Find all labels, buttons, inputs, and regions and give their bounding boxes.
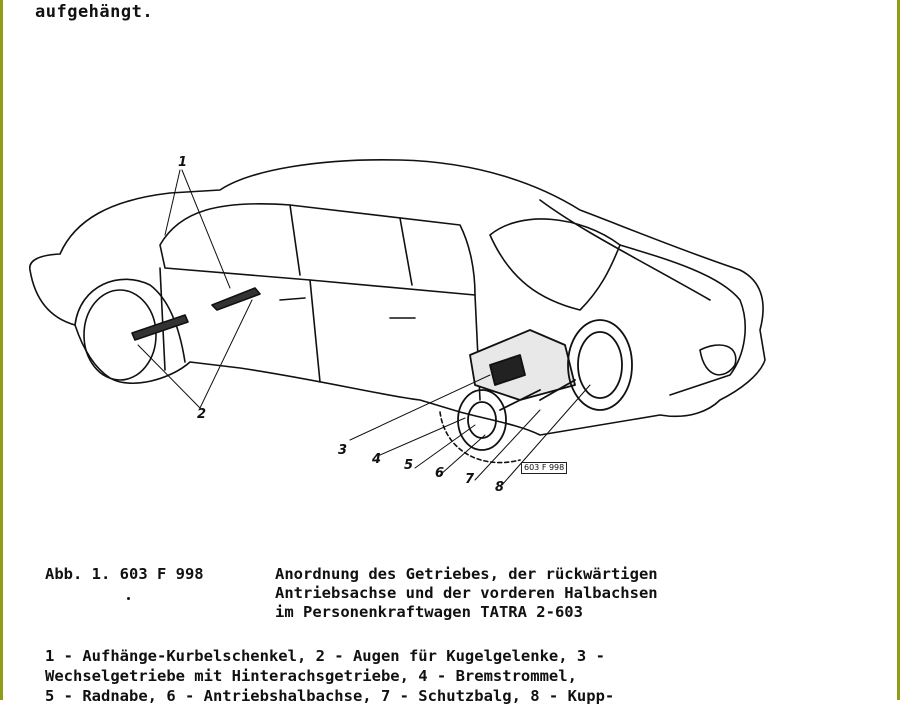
transmission-assembly [458, 320, 632, 450]
suspension-arm-upper [212, 288, 260, 310]
caption-line: Antriebsachse und der vorderen Halbachsen [275, 584, 658, 602]
caption-line: im Personenkraftwagen TATRA 2-603 [275, 603, 583, 621]
callout-8: 8 [495, 480, 505, 495]
figure-caption [45, 565, 658, 622]
caption-line: Anordnung des Getriebes, der rückwärtigen [275, 565, 658, 583]
door-lines [160, 268, 480, 400]
legend-line: 1 - Aufhänge-Kurbelschenkel, 2 - Augen für Kugelgelenke, 3 - [45, 647, 605, 665]
caption-dot [127, 597, 130, 600]
legend-line: 5 - Radnabe, 6 - Antriebshalbachse, 7 - Schutzbalg, 8 - Kupp- [45, 687, 615, 705]
legend-line: Wechselgetriebe mit Hinterachsgetriebe, 4 - Bremstrommel, [45, 667, 577, 685]
page-border-left [0, 0, 3, 700]
car-drawing [20, 150, 800, 490]
callout-3: 3 [338, 443, 348, 458]
callout-7: 7 [465, 472, 475, 487]
caption-description [275, 565, 658, 622]
side-windows [160, 204, 475, 295]
figure-stamp: 603 F 998 [521, 462, 567, 474]
figure-legend [45, 646, 614, 706]
rear-window [490, 219, 620, 310]
callout-6: 6 [435, 466, 445, 481]
callout-2: 2 [197, 407, 207, 422]
callout-5: 5 [404, 458, 414, 473]
callout-4: 4 [372, 452, 382, 467]
callout-1: 1 [178, 155, 188, 170]
preceding-text: aufgehängt. [35, 2, 154, 22]
caption-id: Abb. 1. 603 F 998 [45, 565, 204, 583]
